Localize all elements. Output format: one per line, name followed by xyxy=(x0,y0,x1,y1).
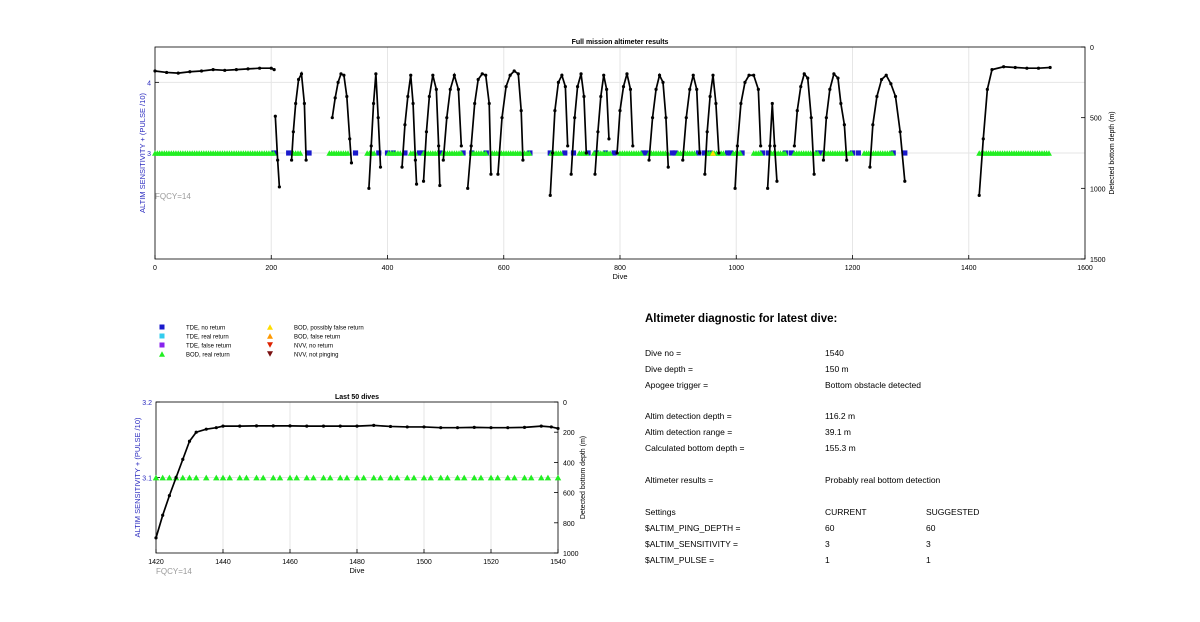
dive-no-label: Dive no = xyxy=(645,348,682,358)
depth-point xyxy=(406,425,409,428)
depth-point xyxy=(377,116,380,119)
depth-point xyxy=(379,166,382,169)
depth-point xyxy=(796,109,799,112)
pulse-suggested: 1 xyxy=(926,555,931,565)
depth-point xyxy=(839,102,842,105)
sensitivity-suggested: 3 xyxy=(926,539,931,549)
fqcy-annotation: FQCY=14 xyxy=(155,192,191,201)
x-tick-label: 1200 xyxy=(844,265,861,272)
depth-point xyxy=(414,158,417,161)
depth-point xyxy=(453,74,456,77)
depth-point xyxy=(195,431,198,434)
calculated-bottom-depth-value: 155.3 m xyxy=(825,443,856,453)
depth-point xyxy=(629,88,632,91)
depth-point xyxy=(573,116,576,119)
x-tick-label: 1520 xyxy=(483,559,499,566)
depth-point xyxy=(708,95,711,98)
depth-point xyxy=(288,424,291,427)
depth-point xyxy=(372,424,375,427)
y-right-tick-label: 800 xyxy=(563,520,575,528)
depth-point xyxy=(274,115,277,118)
depth-point xyxy=(513,69,516,72)
depth-point xyxy=(806,76,809,79)
x-tick-label: 600 xyxy=(497,265,510,272)
x-tick-label: 1480 xyxy=(349,559,365,566)
depth-point xyxy=(165,71,168,74)
depth-point xyxy=(803,72,806,75)
depth-point xyxy=(339,425,342,428)
depth-point xyxy=(177,72,180,75)
depth-point xyxy=(714,102,717,105)
depth-point xyxy=(484,74,487,77)
depth-point xyxy=(832,72,835,75)
depth-point xyxy=(990,68,993,71)
depth-point xyxy=(489,173,492,176)
altimeter-results-value: Probably real bottom detection xyxy=(825,475,941,485)
depth-point xyxy=(334,96,337,99)
depth-point xyxy=(276,158,279,161)
depth-point xyxy=(799,85,802,88)
y-right-tick-label: 1000 xyxy=(1090,186,1106,194)
depth-point xyxy=(768,144,771,147)
depth-point xyxy=(1014,66,1017,69)
y-right-tick-label: 1500 xyxy=(1090,257,1106,264)
depth-point xyxy=(303,102,306,105)
depth-point xyxy=(688,88,691,91)
pulse-label: $ALTIM_PULSE = xyxy=(645,555,715,565)
sensitivity-label: $ALTIM_SENSITIVITY = xyxy=(645,539,738,549)
legend-triangle-icon xyxy=(267,351,273,356)
depth-point xyxy=(305,425,308,428)
x-tick-label: 1460 xyxy=(282,559,298,566)
depth-point xyxy=(1037,67,1040,70)
legend-label: TDE, false return xyxy=(186,343,232,350)
depth-point xyxy=(504,85,507,88)
depth-point xyxy=(305,158,308,161)
depth-point xyxy=(875,95,878,98)
depth-point xyxy=(553,109,556,112)
depth-point xyxy=(235,68,238,71)
x-axis-label: Dive xyxy=(612,272,628,281)
legend xyxy=(150,318,570,368)
depth-point xyxy=(871,123,874,126)
depth-point xyxy=(473,426,476,429)
depth-point xyxy=(438,184,441,187)
depth-point xyxy=(692,74,695,77)
depth-point xyxy=(294,102,297,105)
full-mission-chart xyxy=(0,0,1200,300)
tde-no-return-marker xyxy=(353,150,358,155)
depth-point xyxy=(520,109,523,112)
dive-depth-label: Dive depth = xyxy=(645,364,693,374)
depth-point xyxy=(445,116,448,119)
settings-label: Settings xyxy=(645,507,676,517)
x-tick-label: 800 xyxy=(614,265,626,272)
depth-point xyxy=(667,166,670,169)
depth-point xyxy=(775,180,778,183)
x-axis-label: Dive xyxy=(349,566,365,575)
x-tick-label: 400 xyxy=(381,265,394,272)
legend-triangle-icon xyxy=(267,333,273,338)
depth-point xyxy=(582,95,585,98)
depth-point xyxy=(331,116,334,119)
x-tick-label: 1540 xyxy=(550,559,566,566)
altim-detection-depth-label: Altim detection depth = xyxy=(645,411,732,421)
depth-point xyxy=(1049,66,1052,69)
depth-point xyxy=(540,425,543,428)
depth-point xyxy=(389,425,392,428)
depth-point xyxy=(188,70,191,73)
depth-point xyxy=(736,144,739,147)
calculated-bottom-depth-label: Calculated bottom depth = xyxy=(645,443,745,453)
ping-depth-label: $ALTIM_PING_DEPTH = xyxy=(645,523,741,533)
depth-point xyxy=(403,123,406,126)
depth-point xyxy=(161,514,164,517)
depth-point xyxy=(570,173,573,176)
y-right-axis-label: Detected bottom depth (m) xyxy=(580,435,587,520)
y-right-tick-label: 200 xyxy=(563,430,575,438)
depth-point xyxy=(607,137,610,140)
depth-point xyxy=(411,102,414,105)
depth-point xyxy=(322,425,325,428)
x-tick-label: 1600 xyxy=(1077,265,1093,272)
legend-label: NVV, no return xyxy=(294,343,334,350)
depth-point xyxy=(706,130,709,133)
y-right-tick-label: 1000 xyxy=(563,551,579,558)
depth-point xyxy=(457,88,460,91)
y-left-tick-label: 4 xyxy=(147,80,151,88)
apogee-trigger-label: Apogee trigger = xyxy=(645,380,709,390)
y-left-tick-label: 3.2 xyxy=(142,400,152,407)
depth-point xyxy=(400,166,403,169)
depth-point xyxy=(836,76,839,79)
depth-point xyxy=(342,74,345,77)
legend-square-icon xyxy=(160,325,165,330)
depth-point xyxy=(766,187,769,190)
depth-point xyxy=(273,68,276,71)
pulse-current: 1 xyxy=(825,555,830,565)
suggested-column-header: SUGGESTED xyxy=(926,507,980,517)
depth-point xyxy=(272,424,275,427)
depth-point xyxy=(246,67,249,70)
depth-point xyxy=(733,187,736,190)
depth-point xyxy=(599,95,602,98)
tde-no-return-marker xyxy=(286,150,291,155)
y-right-tick-label: 500 xyxy=(1090,115,1102,123)
legend-label: TDE, real return xyxy=(186,334,229,341)
tde-no-return-marker xyxy=(856,150,861,155)
depth-point xyxy=(564,85,567,88)
sensitivity-current: 3 xyxy=(825,539,830,549)
depth-point xyxy=(215,426,218,429)
depth-point xyxy=(625,72,628,75)
x-tick-label: 0 xyxy=(153,265,157,272)
x-tick-label: 1500 xyxy=(416,559,432,566)
depth-point xyxy=(596,130,599,133)
depth-point xyxy=(903,180,906,183)
depth-point xyxy=(549,194,552,197)
depth-point xyxy=(435,88,438,91)
depth-point xyxy=(739,102,742,105)
depth-point xyxy=(828,88,831,91)
last-50-dives-chart xyxy=(0,390,600,590)
depth-point xyxy=(843,123,846,126)
depth-point xyxy=(1025,67,1028,70)
depth-point xyxy=(238,425,241,428)
depth-point xyxy=(560,74,563,77)
depth-point xyxy=(223,69,226,72)
depth-point xyxy=(654,88,657,91)
depth-point xyxy=(200,69,203,72)
apogee-trigger-value: Bottom obstacle detected xyxy=(825,380,921,390)
depth-point xyxy=(822,158,825,161)
fqcy-annotation: FQCY=14 xyxy=(156,567,192,576)
depth-point xyxy=(602,74,605,77)
depth-point xyxy=(813,173,816,176)
depth-point xyxy=(409,74,412,77)
depth-point xyxy=(153,69,156,72)
depth-point xyxy=(551,151,554,154)
depth-point xyxy=(759,144,762,147)
depth-point xyxy=(1002,65,1005,68)
depth-point xyxy=(175,476,178,479)
depth-point xyxy=(350,161,353,164)
depth-point xyxy=(885,74,888,77)
depth-point xyxy=(585,151,588,154)
ping-depth-current: 60 xyxy=(825,523,835,533)
depth-point xyxy=(605,88,608,91)
depth-point xyxy=(506,426,509,429)
diagnostic-title: Altimeter diagnostic for latest dive: xyxy=(645,313,838,325)
depth-point xyxy=(509,74,512,77)
y-right-tick-label: 0 xyxy=(563,400,567,407)
depth-point xyxy=(488,102,491,105)
depth-point xyxy=(481,72,484,75)
depth-point xyxy=(681,158,684,161)
depth-point xyxy=(711,74,714,77)
depth-point xyxy=(978,194,981,197)
y-left-tick-label: 3 xyxy=(147,151,151,158)
depth-point xyxy=(406,95,409,98)
y-right-axis-label: Detected bottom depth (m) xyxy=(1109,111,1116,195)
depth-point xyxy=(297,78,300,81)
depth-point xyxy=(894,95,897,98)
depth-point xyxy=(489,426,492,429)
depth-point xyxy=(437,144,440,147)
depth-point xyxy=(880,78,883,81)
depth-point xyxy=(290,158,293,161)
depth-point xyxy=(428,95,431,98)
legend-label: NVV, not pinging xyxy=(294,352,339,359)
x-tick-label: 1420 xyxy=(148,559,164,566)
y-left-axis-label: ALTIM SENSITIVITY + (PULSE /10) xyxy=(133,417,142,538)
depth-point xyxy=(622,85,625,88)
depth-point xyxy=(422,425,425,428)
depth-point xyxy=(212,68,215,71)
legend-triangle-icon xyxy=(159,351,165,356)
depth-point xyxy=(703,173,706,176)
depth-point xyxy=(339,72,342,75)
y-right-tick-label: 600 xyxy=(563,490,575,498)
depth-point xyxy=(425,130,428,133)
legend-label: TDE, no return xyxy=(186,325,226,332)
chart-title: Last 50 dives xyxy=(335,394,379,401)
y-left-tick-label: 3.1 xyxy=(142,475,152,483)
depth-point xyxy=(367,187,370,190)
depth-point xyxy=(422,180,425,183)
depth-point xyxy=(370,144,373,147)
depth-point xyxy=(300,72,303,75)
depth-point xyxy=(661,81,664,84)
legend-label: BOD, real return xyxy=(186,352,230,359)
legend-triangle-icon xyxy=(267,342,273,347)
depth-point xyxy=(986,88,989,91)
depth-point xyxy=(449,88,452,91)
depth-point xyxy=(752,74,755,77)
current-column-header: CURRENT xyxy=(825,507,867,517)
legend-triangle-icon xyxy=(267,324,273,329)
depth-point xyxy=(810,116,813,119)
legend-label: BOD, false return xyxy=(294,334,341,341)
depth-point xyxy=(270,67,273,70)
depth-point xyxy=(523,426,526,429)
depth-point xyxy=(717,151,720,154)
depth-point xyxy=(439,426,442,429)
depth-point xyxy=(292,130,295,133)
depth-point xyxy=(258,67,261,70)
depth-point xyxy=(470,144,473,147)
depth-point xyxy=(460,144,463,147)
ping-depth-suggested: 60 xyxy=(926,523,936,533)
depth-point xyxy=(372,102,375,105)
depth-point xyxy=(579,72,582,75)
depth-point xyxy=(477,78,480,81)
depth-point xyxy=(255,424,258,427)
dive-depth-value: 150 m xyxy=(825,364,849,374)
depth-point xyxy=(500,116,503,119)
depth-point xyxy=(773,144,776,147)
depth-point xyxy=(982,137,985,140)
depth-point xyxy=(374,72,377,75)
depth-point xyxy=(456,426,459,429)
x-tick-label: 1440 xyxy=(215,559,231,566)
depth-point xyxy=(631,144,634,147)
depth-point xyxy=(205,428,208,431)
depth-point xyxy=(698,151,701,154)
depth-point xyxy=(442,158,445,161)
depth-point xyxy=(557,81,560,84)
depth-point xyxy=(473,102,476,105)
depth-point xyxy=(168,494,171,497)
depth-point xyxy=(651,116,654,119)
y-left-axis-label: ALTIM SENSITIVITY + (PULSE /10) xyxy=(138,93,147,213)
depth-point xyxy=(188,440,191,443)
depth-point xyxy=(415,182,418,185)
y-right-tick-label: 400 xyxy=(563,460,575,468)
depth-point xyxy=(550,425,553,428)
depth-point xyxy=(685,116,688,119)
depth-point xyxy=(825,116,828,119)
depth-point xyxy=(521,158,524,161)
depth-point xyxy=(615,151,618,154)
depth-point xyxy=(899,130,902,133)
legend-square-icon xyxy=(160,343,165,348)
tde-no-return-marker xyxy=(306,150,311,155)
depth-point xyxy=(431,74,434,77)
depth-point xyxy=(747,74,750,77)
depth-point xyxy=(496,173,499,176)
depth-point xyxy=(743,81,746,84)
depth-point xyxy=(868,166,871,169)
depth-point xyxy=(517,72,520,75)
depth-point xyxy=(345,95,348,98)
altimeter-results-label: Altimeter results = xyxy=(645,475,714,485)
depth-point xyxy=(278,185,281,188)
depth-point xyxy=(757,88,760,91)
depth-point xyxy=(336,81,339,84)
depth-point xyxy=(658,74,661,77)
depth-point xyxy=(576,85,579,88)
depth-point xyxy=(556,427,559,430)
depth-point xyxy=(466,187,469,190)
depth-point xyxy=(181,458,184,461)
depth-point xyxy=(845,158,848,161)
altim-detection-range-value: 39.1 m xyxy=(825,427,851,437)
chart-title: Full mission altimeter results xyxy=(571,39,669,46)
x-tick-label: 1400 xyxy=(960,265,977,272)
depth-point xyxy=(566,144,569,147)
depth-point xyxy=(348,137,351,140)
altim-detection-range-label: Altim detection range = xyxy=(645,427,733,437)
legend-square-icon xyxy=(160,334,165,339)
legend-label: BOD, possibly false return xyxy=(294,325,364,332)
altim-detection-depth-value: 116.2 m xyxy=(825,411,856,421)
depth-point xyxy=(593,173,596,176)
dive-no-value: 1540 xyxy=(825,348,844,358)
depth-point xyxy=(647,158,650,161)
depth-point xyxy=(695,88,698,91)
depth-point xyxy=(664,116,667,119)
y-right-tick-label: 0 xyxy=(1090,45,1094,52)
depth-point xyxy=(793,144,796,147)
depth-point xyxy=(889,82,892,85)
depth-point xyxy=(771,102,774,105)
depth-point xyxy=(221,425,224,428)
depth-point xyxy=(355,425,358,428)
depth-point xyxy=(154,536,157,539)
x-tick-label: 1000 xyxy=(728,265,745,272)
x-tick-label: 200 xyxy=(265,265,278,272)
depth-point xyxy=(618,109,621,112)
